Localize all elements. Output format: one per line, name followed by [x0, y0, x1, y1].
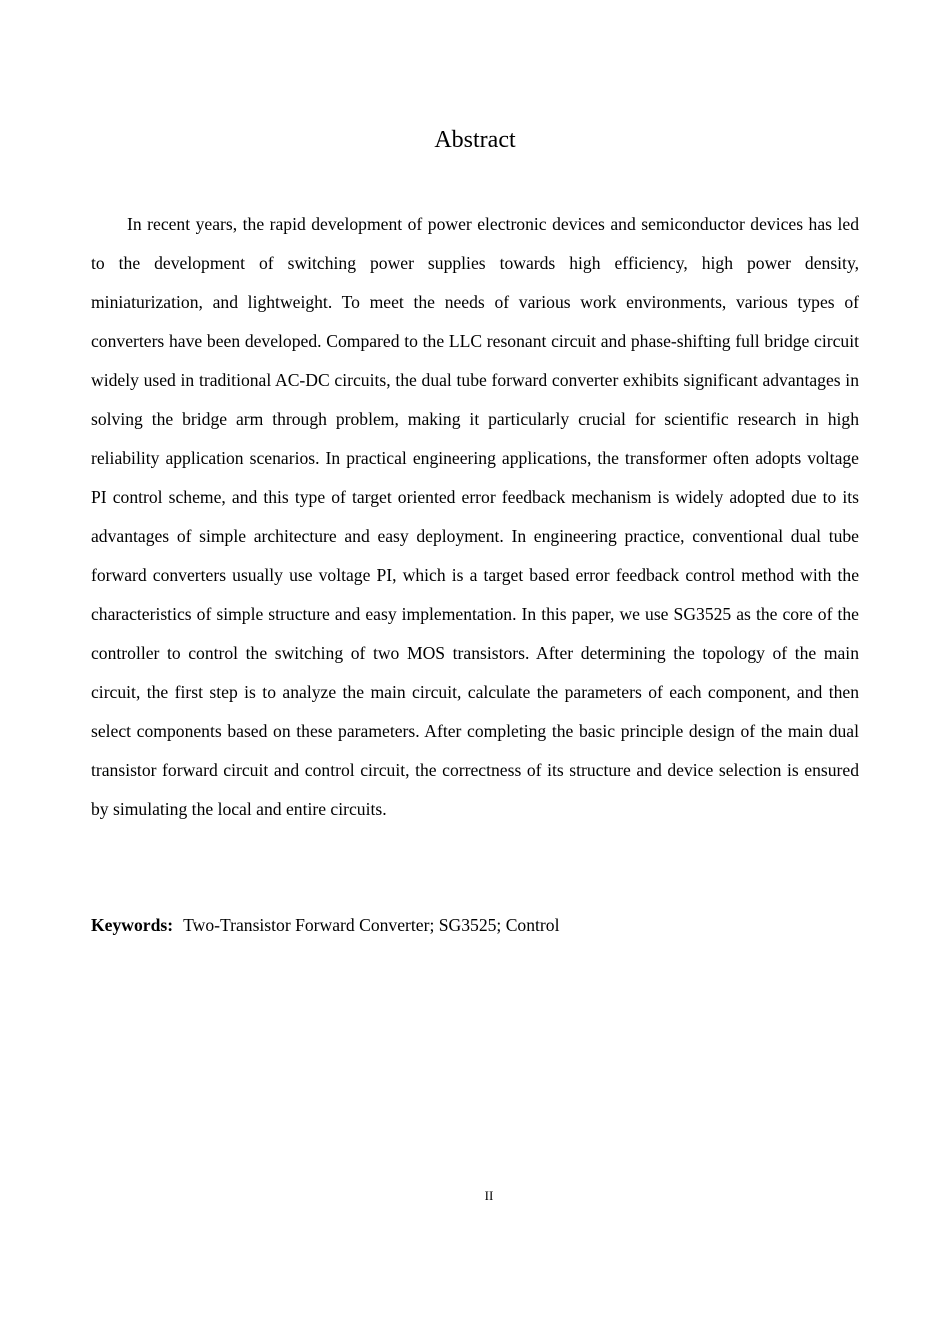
- page-number: II: [484, 1188, 494, 1203]
- keywords-text: Two-Transistor Forward Converter; SG3525; Control: [183, 915, 560, 935]
- page-title: Abstract: [434, 127, 516, 153]
- abstract-body: In recent years, the rapid development of power electronic devices and semiconductor devices has led to the development of switching power supplies towards high efficiency, high power density, miniaturization, and lightweight. To meet the needs of various work environments, various types of converters have been developed. Compared to the LLC resonant circuit and phase-shifting full bridge circuit widely used in traditional AC-DC circuits, the dual tube forward converter exhibits significant advantages in solving the bridge arm through problem, making it particularly crucial for scientific research in high reliability application scenarios. In practical engineering applications, the transformer often adopts voltage PI control scheme, and this type of target oriented error feedback mechanism is widely adopted due to its advantages of simple architecture and easy deployment. In engineering practice, conventional dual tube forward converters usually use voltage PI, which is a target based error feedback control method with the characteristics of simple structure and easy implementation. In this paper, we use SG3525 as the core of the controller to control the switching of two MOS transistors. After determining the topology of the main circuit, the first step is to analyze the main circuit, calculate the parameters of each component, and then select components based on these parameters. After completing the basic principle design of the main dual transistor forward circuit and control circuit, the correctness of its structure and device selection is ensured by simulating the local and entire circuits.: [91, 214, 859, 819]
- keywords-line: [91, 906, 859, 945]
- keywords-label: Keywords:: [91, 915, 174, 935]
